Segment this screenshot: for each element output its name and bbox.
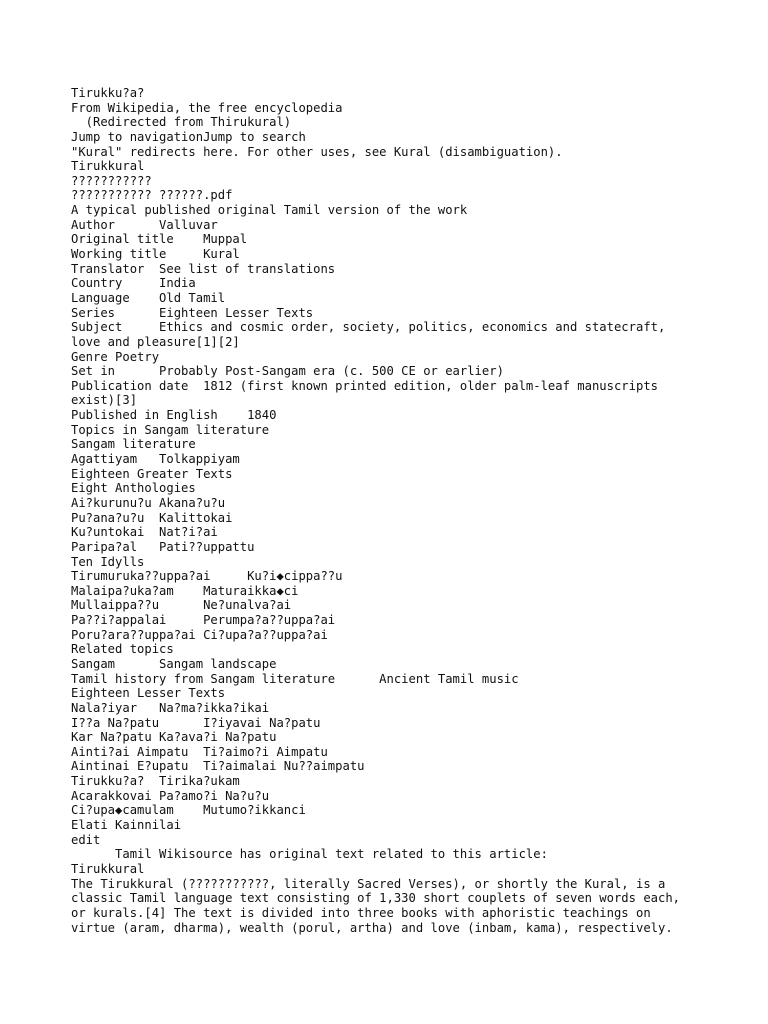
text-line: Eighteen Greater Texts [71, 466, 233, 481]
text-line: or kurals.[4] The text is divided into three books with aphoristic teachings on [71, 905, 651, 920]
text-line: Related topics [71, 642, 174, 657]
text-line: From Wikipedia, the free encyclopedia [71, 100, 343, 115]
text-line: Topics in Sangam literature [71, 422, 270, 437]
text-line: A typical published original Tamil version of the work [71, 203, 468, 218]
text-line: Eight Anthologies [71, 481, 196, 496]
text-line: The Tirukkural (???????????, literally Sacred Verses), or shortly the Kural, is a [71, 876, 666, 891]
text-line: Tirukku?a? [71, 86, 145, 100]
text-line: I??a Na?patu I?iyavai Na?patu [71, 715, 321, 730]
text-line: Series Eighteen Lesser Texts [71, 305, 314, 320]
text-line: Paripa?al Pati??uppattu [71, 539, 255, 554]
text-line: Elati Kainnilai [71, 818, 182, 833]
text-line: Sangam Sangam landscape [71, 656, 277, 671]
text-line: Pu?ana?u?u Kalittokai [71, 510, 233, 525]
text-line: Ci?upa◆camulam Mutumo?ikkanci [71, 803, 306, 818]
text-line: Nala?iyar Na?ma?ikka?ikai [71, 700, 270, 715]
text-line: Jump to navigationJump to search [71, 129, 306, 144]
text-line: Ku?untokai Nat?i?ai [71, 525, 218, 540]
text-line: Country India [71, 276, 196, 291]
text-line: ??????????? [71, 173, 152, 188]
text-line: virtue (aram, dharma), wealth (porul, artha) and love (inbam, kama), respectively. [71, 920, 673, 935]
text-line: Tirukku?a? Tirika?ukam [71, 774, 240, 789]
text-line: Tirukkural [71, 861, 145, 876]
text-line: edit [71, 832, 101, 847]
text-line: Sangam literature [71, 437, 196, 452]
text-line: love and pleasure[1][2] [71, 334, 240, 349]
text-line: Tamil history from Sangam literature Ancient Tamil music [71, 671, 519, 686]
text-line: Malaipa?uka?am Maturaikka◆ci [71, 583, 299, 598]
text-line: exist)[3] [71, 393, 138, 408]
text-line: Agattiyam Tolkappiyam [71, 452, 240, 467]
text-line: Publication date 1812 (first known printed edition, older palm-leaf manuscripts [71, 378, 658, 393]
text-line: Poru?ara??uppa?ai Ci?upa?a??uppa?ai [71, 627, 328, 642]
text-line: Original title Muppal [71, 232, 248, 247]
text-line: "Kural" redirects here. For other uses, see Kural (disambiguation). [71, 144, 563, 159]
text-line: Language Old Tamil [71, 290, 226, 305]
text-line: Tirukkural [71, 159, 145, 174]
text-line: Ten Idylls [71, 554, 145, 569]
text-line: Ai?kurunu?u Akana?u?u [71, 495, 226, 510]
text-line: Translator See list of translations [71, 261, 336, 276]
text-line: Tirumuruka??uppa?ai Ku?i◆cippa??u [71, 569, 343, 584]
text-line: Set in Probably Post-Sangam era (c. 500 CE or earlier) [71, 364, 504, 379]
text-line: Pa??i?appalai Perumpa?a??uppa?ai [71, 613, 336, 628]
text-line: Published in English 1840 [71, 408, 277, 423]
text-line: Mullaippa??u Ne?unalva?ai [71, 598, 292, 613]
text-line: Author Valluvar [71, 217, 218, 232]
text-line: Kar Na?patu Ka?ava?i Na?patu [71, 730, 277, 745]
text-line: classic Tamil language text consisting of 1,330 short couplets of seven words each, [71, 891, 681, 906]
text-line: (Redirected from Thirukural) [71, 115, 292, 130]
text-line: Aintinai E?upatu Ti?aimalai Nu??aimpatu [71, 759, 365, 774]
text-line: ??????????? ??????.pdf [71, 188, 233, 203]
text-line: Eighteen Lesser Texts [71, 686, 226, 701]
text-line: Working title Kural [71, 247, 240, 262]
document-page [71, 86, 711, 935]
text-line: Genre Poetry [71, 349, 160, 364]
text-line: Ainti?ai Aimpatu Ti?aimo?i Aimpatu [71, 744, 328, 759]
text-line: Subject Ethics and cosmic order, society, politics, economics and statecraft, [71, 320, 666, 335]
text-line: Tamil Wikisource has original text related to this article: [71, 847, 548, 862]
text-line: Acarakkovai Pa?amo?i Na?u?u [71, 788, 270, 803]
